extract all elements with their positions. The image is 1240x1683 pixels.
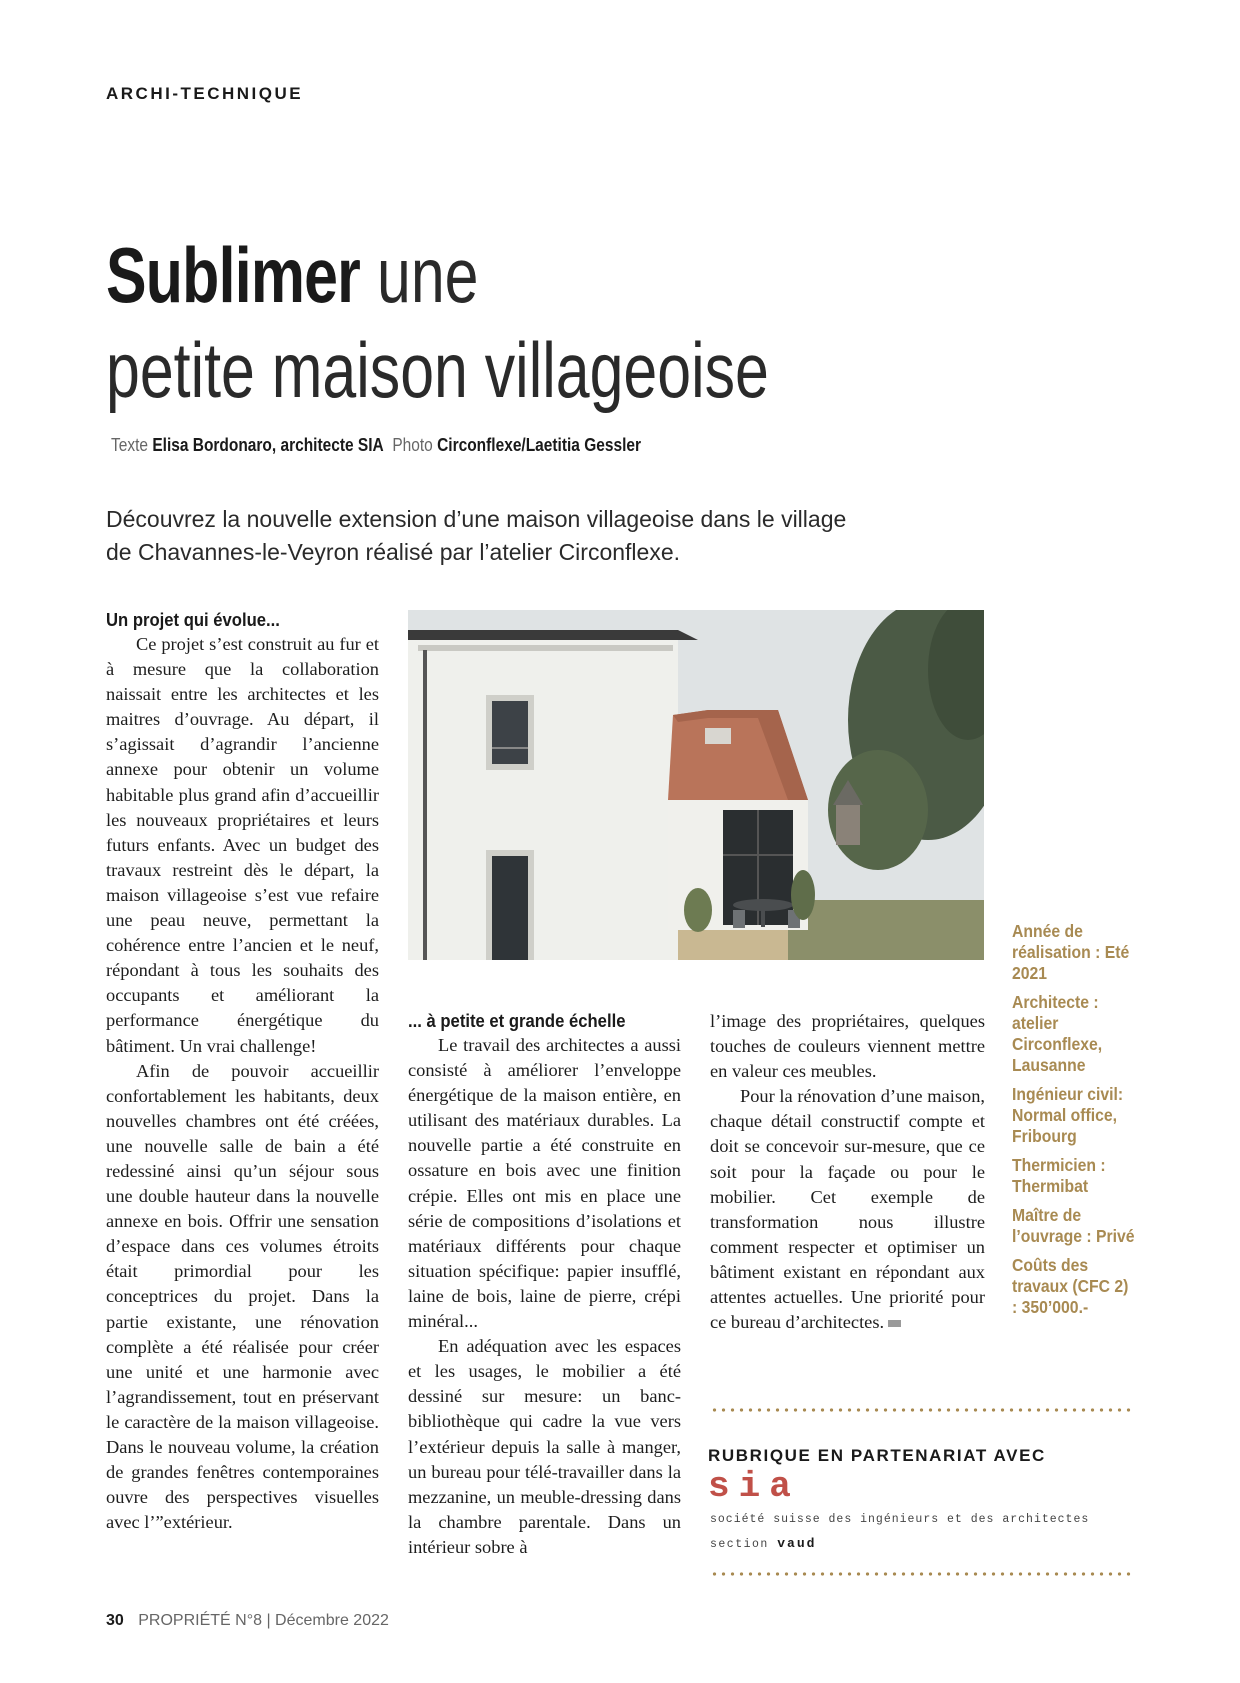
partner-label: RUBRIQUE EN PARTENARIAT AVEC bbox=[708, 1446, 1046, 1465]
info-costs: Coûts des travaux (CFC 2) : 350’000.- bbox=[1012, 1255, 1129, 1317]
sia-section-label: section bbox=[710, 1538, 769, 1551]
divider-top bbox=[710, 1408, 1135, 1412]
sia-section-name: vaud bbox=[777, 1536, 817, 1551]
section2-heading: ... à petite et grande échelle bbox=[408, 1010, 626, 1031]
page-footer bbox=[106, 1612, 389, 1630]
credits-text-label: Texte bbox=[111, 435, 149, 455]
project-info-sidebar bbox=[1012, 921, 1152, 1326]
credits-author: Elisa Bordonaro, architecte SIA bbox=[152, 435, 384, 455]
section3-paragraph-2 bbox=[710, 1084, 985, 1335]
info-owner: Maître de l’ouvrage : Privé bbox=[1012, 1205, 1135, 1246]
magazine-issue: PROPRIÉTÉ N°8 | Décembre 2022 bbox=[138, 1612, 389, 1629]
credits bbox=[111, 435, 641, 456]
sia-section bbox=[710, 1536, 816, 1551]
credits-photo-label: Photo bbox=[392, 435, 433, 455]
credits-photographer: Circonflexe/Laetitia Gessler bbox=[437, 435, 642, 455]
section3-paragraph-1: l’image des propriétaires, quelques touches de couleurs viennent mettre en valeur ces meubles. bbox=[710, 1011, 985, 1082]
info-year: Année de réalisation : Eté 2021 bbox=[1012, 921, 1130, 983]
section-label: ARCHI-TECHNIQUE bbox=[106, 84, 304, 103]
column-1 bbox=[106, 608, 379, 1535]
title-rest: une bbox=[376, 231, 479, 319]
section1-paragraph-1: Ce projet s’est construit au fur et à mesure que la collaboration naissait entre les architectes et les maitres d’ouvrage. Au départ, il s’agissait d’agrandir l’ancienne annexe pour obtenir un volume habitable plus grand afin d’accueillir les nouveaux propriétaires et leurs futurs enfants. Avec un budget des travaux restreint dès le départ, la maison villageoise s’est vue refaire une peau neuve, permettant la cohérence entre l’ancien et le neuf, répondant à tous les souhaits des occupants et améliorant la performance énergétique du bâtiment. Un vrai challenge! bbox=[106, 634, 379, 1056]
section1-heading: Un projet qui évolue... bbox=[106, 609, 280, 630]
lead-paragraph: Découvrez la nouvelle extension d’une maison villageoise dans le village de Chavannes-le-Veyron réalisé par l’atelier Circonflexe. bbox=[106, 506, 847, 565]
info-engineer: Ingénieur civil: Normal office, Fribourg bbox=[1012, 1084, 1124, 1146]
info-thermician: Thermicien : Thermibat bbox=[1012, 1155, 1106, 1196]
title-bold: Sublimer bbox=[106, 231, 361, 319]
column-2 bbox=[408, 1009, 681, 1560]
info-architect: Architecte : atelier Circonflexe, Lausanne bbox=[1012, 992, 1103, 1075]
section2-paragraph-2: En adéquation avec les espaces et les usages, le mobilier a été dessiné sur mesure: un banc-bibliothèque qui cadre la vue vers l’extérieur depuis la salle à manger, un bureau pour télé-travailler dans la mezzanine, un meuble-dressing dans la chambre parentale. Dans un intérieur sobre à bbox=[408, 1336, 681, 1557]
end-mark-icon bbox=[888, 1320, 901, 1327]
section1-paragraph-2: Afin de pouvoir accueillir confortablement les habitants, deux nouvelles chambres ont été créées, une nouvelle salle de bain a été redessiné ainsi qu’un séjour sous une double hauteur dans la nouvelle annexe en bois. Offrir une sensation d’espace dans ces volumes étroits était primordial pour les conceptrices du projet. Dans la partie existante, une rénovation complète a été réalisée pour créer une unité et une harmonie avec l’agrandissement, tout en préservant le caractère de la maison villageoise. Dans le nouveau volume, la création de grandes fenêtres contemporaines ouvre des perspectives visuelles avec l’”extérieur. bbox=[106, 1060, 379, 1533]
divider-bottom bbox=[710, 1572, 1135, 1576]
page-number: 30 bbox=[106, 1612, 124, 1629]
title-line2: petite maison villageoise bbox=[106, 326, 769, 414]
sia-logo: sia bbox=[708, 1466, 800, 1507]
column-3 bbox=[710, 1009, 985, 1335]
house-photo bbox=[408, 610, 984, 960]
section3-paragraph-2-text: Pour la rénovation d’une maison, chaque détail constructif compte et doit se concevoir sur-mesure, que ce soit pour la façade ou pour le mobilier. Cet exemple de transformation nous illustre comment respecter et optimiser un bâtiment existant en répondant aux attentes actuelles. Une priorité pour ce bureau d’architectes. bbox=[710, 1086, 985, 1333]
sia-subtitle: société suisse des ingénieurs et des architectes bbox=[710, 1513, 1090, 1526]
section2-paragraph-1: Le travail des architectes a aussi consisté à améliorer l’enveloppe énergétique de la maison entière, en utilisant des matériaux durables. La nouvelle partie a été construite en ossature en bois avec une finition crépie. Elles ont mis en place une série de compositions d’isolations et matériaux différents pour chaque situation spécifique: papier insufflé, laine de bois, laine de pierre, crépi minéral... bbox=[408, 1035, 681, 1332]
article-title bbox=[106, 228, 956, 418]
